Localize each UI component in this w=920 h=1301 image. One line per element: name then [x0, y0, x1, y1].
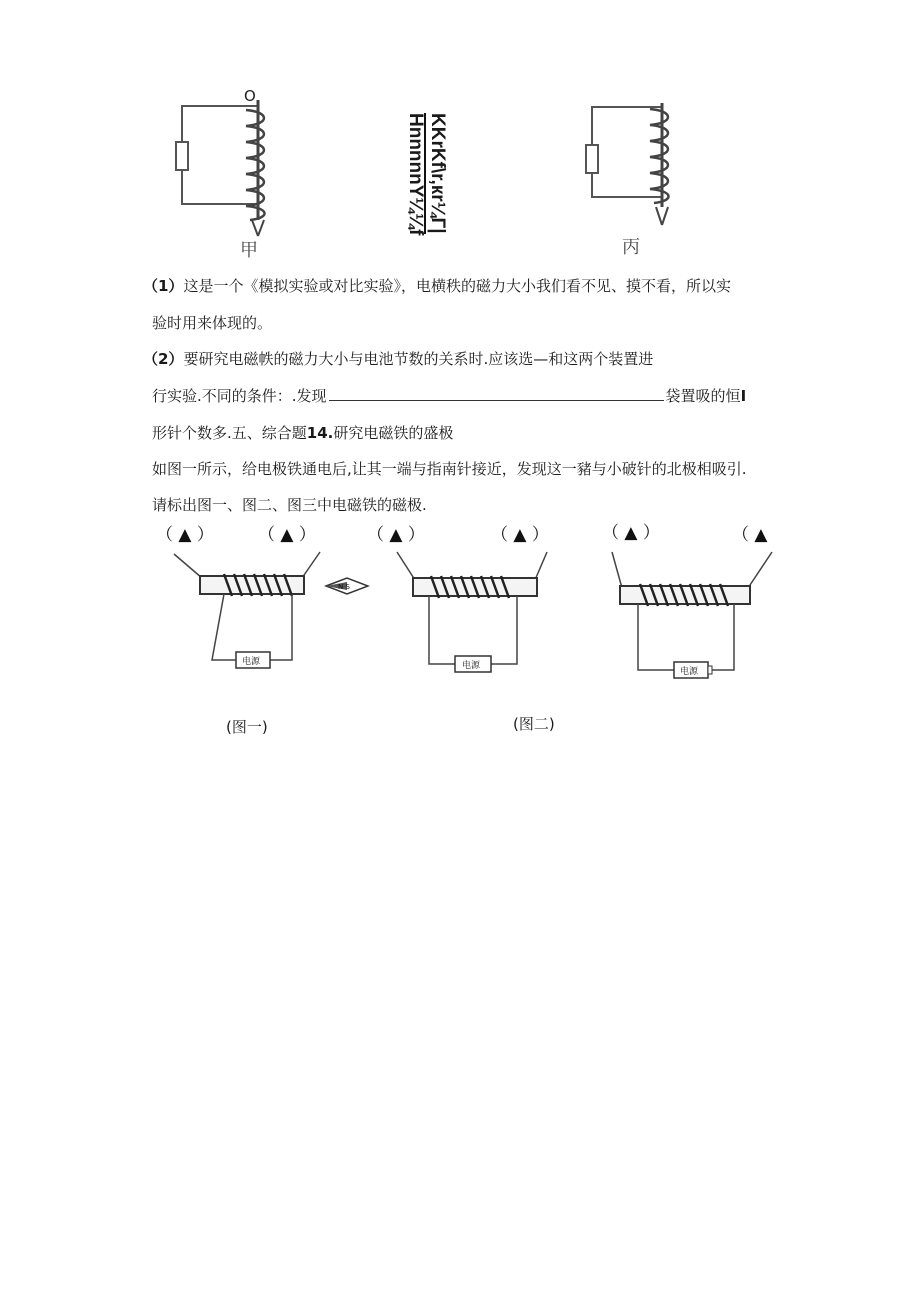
paragraph-2: 请标出图一、图二、图三中电磁铁的磁极.: [152, 496, 427, 514]
garbled-line-1: KKrKf\r,кr¼Г|: [424, 113, 448, 234]
resistor: [586, 145, 598, 173]
question-2-line-1: （2）要研究电磁帙的磁力大小与电池节数的关系时.应该选—和这两个装置进: [143, 350, 654, 368]
electromagnet-figure-2: [365, 518, 555, 678]
caption-figure-1: (图一): [226, 718, 268, 736]
answer-blank[interactable]: [329, 386, 664, 401]
paragraph-1: 如图一所示，给电极铁通电后,让其一端与指南针接近，发现这一豬与小破针的北极相吸引.: [152, 460, 747, 478]
pole-mark-right: （ ▲ ）: [258, 525, 316, 545]
svg-text:电源: 电源: [462, 661, 481, 671]
garbled-figure-yi: [405, 113, 470, 263]
pole-mark-left: （ ▲ ）: [367, 525, 425, 545]
resistor: [176, 142, 188, 170]
electromagnet-figure-3: [600, 514, 780, 684]
pole-mark-left: （ ▲ ）: [602, 523, 660, 543]
pole-mark-left: （ ▲ ）: [156, 525, 214, 545]
caption-figure-2: (图二): [513, 715, 555, 733]
question-2-line-2: 行实验.不同的条件：.发现 袋置吸的恒I: [152, 387, 747, 405]
label-jia: 甲: [240, 240, 258, 261]
compass: [324, 576, 370, 596]
svg-text:电源: 电源: [680, 667, 699, 677]
figure-bing: [570, 95, 690, 265]
svg-text:电源: 电源: [242, 657, 261, 667]
question-1-line-2: 验时用来体现的。: [152, 314, 273, 332]
garbled-line-2: HnnnnnY¼¼f: [405, 113, 426, 236]
pole-mark-right: （ ▲ ）: [491, 525, 549, 545]
pole-mark-right: （ ▲: [732, 525, 768, 545]
compass-label: N S: [338, 583, 350, 591]
figure-jia: [160, 80, 290, 265]
question-2-line-3: 形针个数多.五、综合题14.研究电磁铁的盛极: [152, 424, 454, 442]
label-o: O: [244, 87, 256, 105]
electromagnet-figure-1: [150, 518, 330, 678]
label-bing: 丙: [622, 237, 640, 258]
question-1-line-1: （1）这是一个《模拟实验或对比实验》，电横秩的磁力大小我们看不见、摸不看，所以实: [143, 277, 731, 295]
